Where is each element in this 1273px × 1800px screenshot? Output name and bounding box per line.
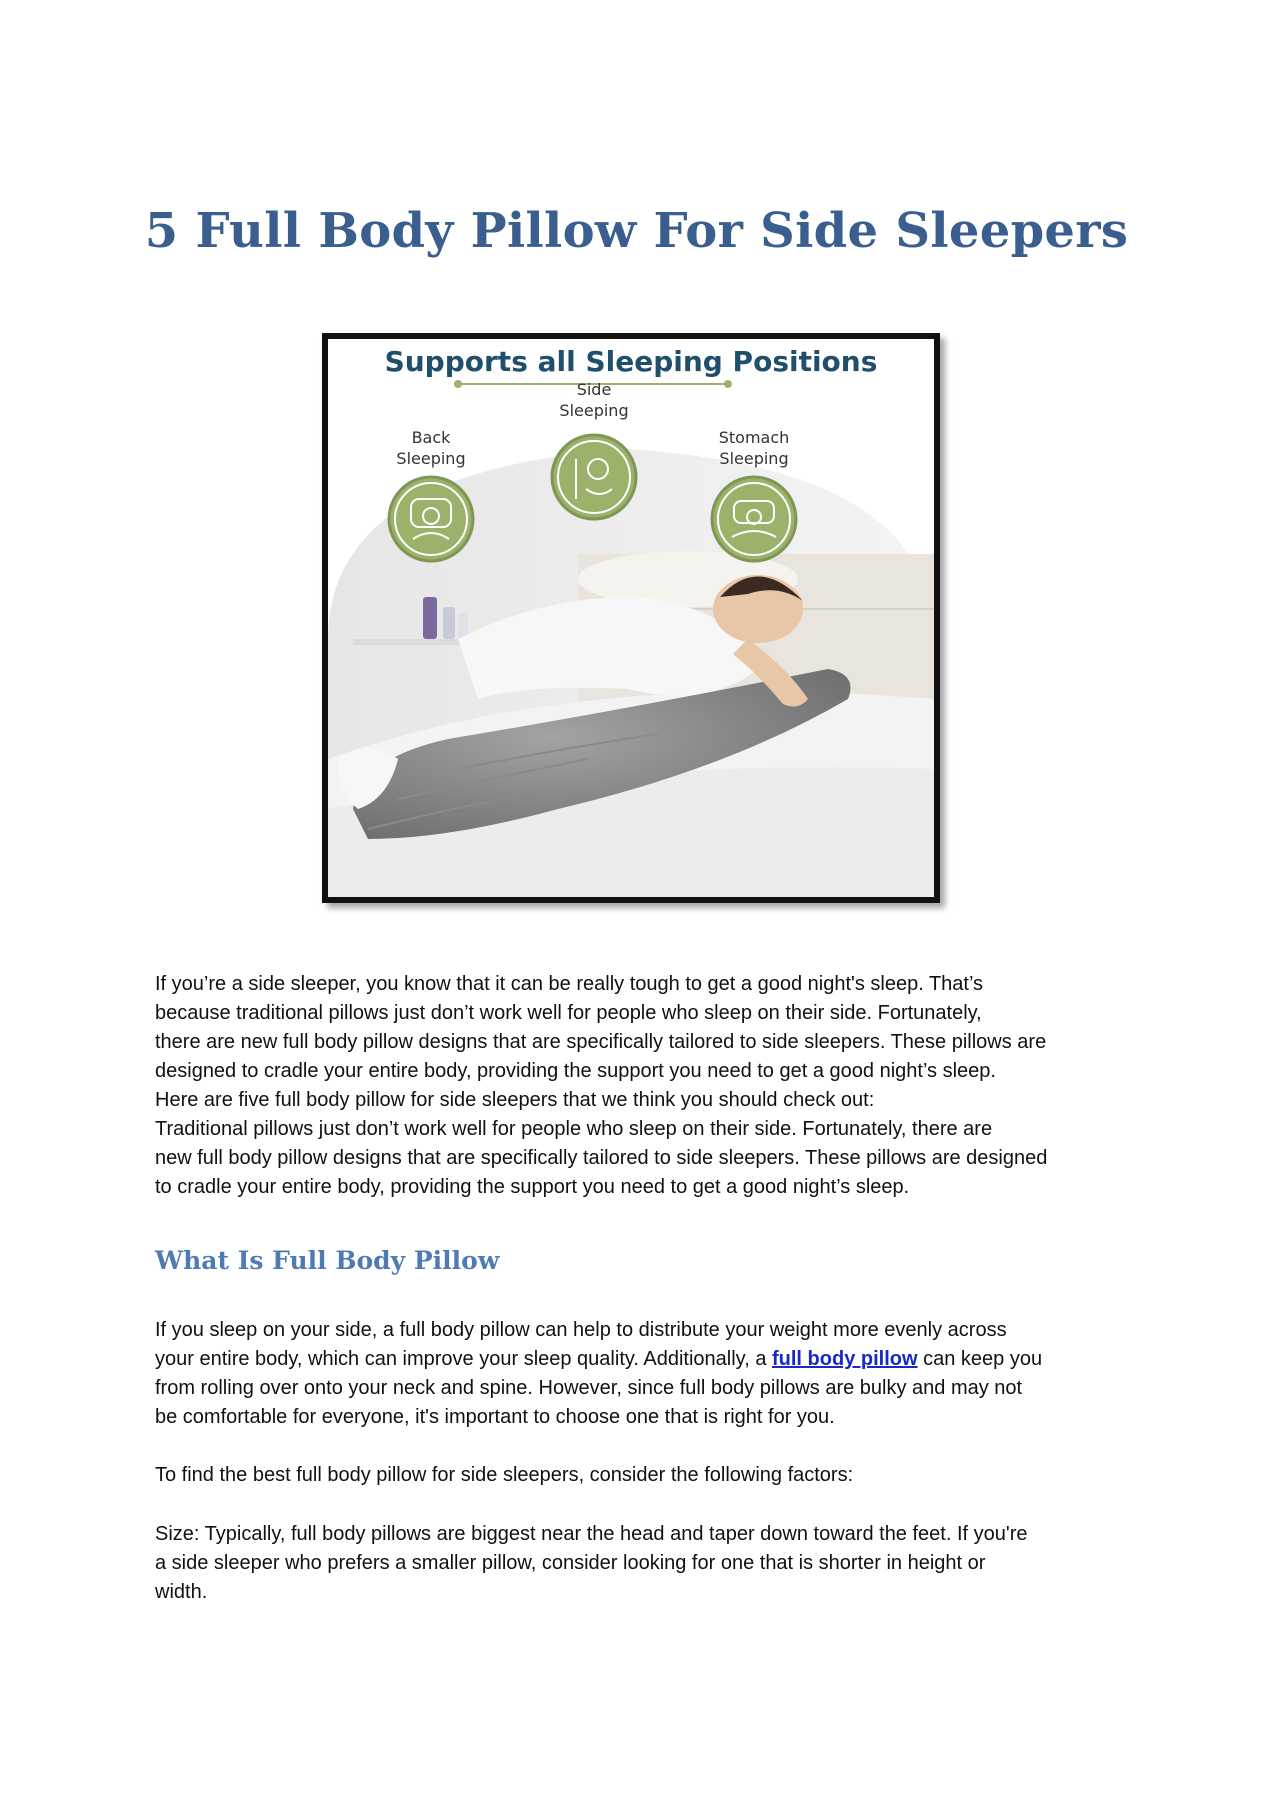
- page-title: 5 Full Body Pillow For Side Sleepers: [144, 203, 1129, 259]
- size-paragraph: Size: Typically, full body pillows are biggest near the head and taper down toward the feet. If you're a side sleeper who prefers a smaller pillow, consider looking for one that is shorter in height or width.: [155, 1523, 1028, 1603]
- full-body-pillow-link[interactable]: full body pillow: [772, 1348, 918, 1370]
- side-sleeping-label: Side Sleeping: [559, 380, 629, 420]
- intro-paragraph: If you’re a side sleeper, you know that it can be really tough to get a good night's sleep. That’s because traditional pillows just don’t work well for people who sleep on their side. Fortunately, there are new full body pillow designs that are specifically tailored to side sleepers. These pillows are designed to cradle your entire body, providing the support you need to get a good night’s sleep. Here are five full body pillow for side sleepers that we think you should check out: Traditional pillows just don’t work well for people who sleep on their side. Fortunately, there are new full body pillow designs that are specifically tailored to side sleepers. These pillows are designed to cradle your entire body, providing the support you need to get a good night’s sleep.: [155, 973, 1048, 1198]
- back-sleeping-icon: [389, 477, 473, 561]
- back-sleeping-label: Back Sleeping: [396, 428, 466, 468]
- section-heading: What Is Full Body Pillow: [155, 1246, 500, 1275]
- stomach-sleeping-icon: [712, 477, 796, 561]
- factors-intro: To find the best full body pillow for side sleepers, consider the following factors:: [155, 1464, 854, 1486]
- definition-paragraph: If you sleep on your side, a full body pillow can help to distribute your weight more evenly across your entire body, which can improve your sleep quality. Additionally, a full body pillow can keep you from rolling over onto your neck and spine. However, since full body pillows are bulky and may not be comfortable for everyone, it's important to choose one that is right for you.: [155, 1319, 1043, 1428]
- product-image: [322, 333, 940, 903]
- stomach-sleeping-label: Stomach Sleeping: [718, 428, 790, 468]
- figure-heading: Supports all Sleeping Positions: [384, 345, 878, 378]
- side-sleeping-icon: [552, 435, 636, 519]
- bedroom-illustration: [328, 339, 934, 897]
